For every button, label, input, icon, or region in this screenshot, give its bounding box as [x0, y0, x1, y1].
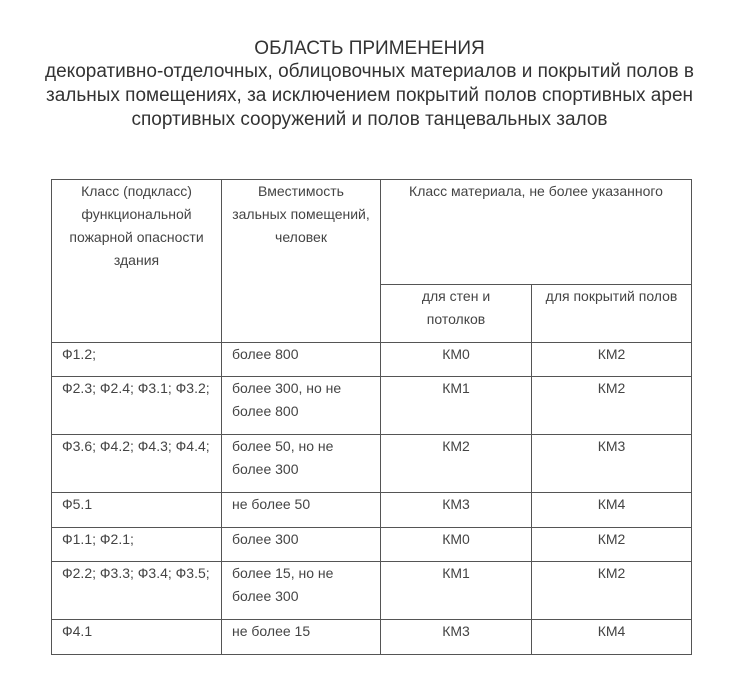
row-class-cell: Ф3.6; Ф4.2; Ф4.3; Ф4.4;: [52, 435, 222, 493]
table-row: [52, 620, 692, 655]
header-class: Класс (подкласс) функциональной пожарной опасности здания: [52, 180, 222, 343]
header-material: Класс материала, не более указанного: [381, 180, 692, 285]
header-walls: для стен и потолков: [381, 285, 532, 343]
header-capacity: Вместимость зальных помещений, человек: [222, 180, 381, 343]
table-row: [52, 435, 692, 493]
table-row: [52, 493, 692, 528]
row-floors-cell: КМ3: [532, 435, 692, 493]
row-floors-cell: КМ4: [532, 493, 692, 528]
row-class-cell: Ф2.3; Ф2.4; Ф3.1; Ф3.2;: [52, 377, 222, 435]
row-capacity-cell: более 50, но не более 300: [222, 435, 381, 493]
table-row: [52, 343, 692, 377]
row-class-cell: Ф1.1; Ф2.1;: [52, 528, 222, 562]
row-walls-cell: КМ3: [381, 493, 532, 528]
row-walls-cell: КМ1: [381, 562, 532, 620]
row-capacity-cell: не более 50: [222, 493, 381, 528]
row-walls-cell: КМ0: [381, 343, 532, 377]
row-capacity-cell: более 300, но не более 800: [222, 377, 381, 435]
row-capacity-cell: более 300: [222, 528, 381, 562]
row-capacity-cell: более 800: [222, 343, 381, 377]
table-row: [52, 377, 692, 435]
row-class-cell: Ф2.2; Ф3.3; Ф3.4; Ф3.5;: [52, 562, 222, 620]
row-floors-cell: КМ2: [532, 377, 692, 435]
row-class-cell: Ф4.1: [52, 620, 222, 655]
row-floors-cell: КМ2: [532, 562, 692, 620]
row-floors-cell: КМ4: [532, 620, 692, 655]
row-capacity-cell: не более 15: [222, 620, 381, 655]
row-capacity-cell: более 15, но не более 300: [222, 562, 381, 620]
row-walls-cell: КМ3: [381, 620, 532, 655]
row-walls-cell: КМ1: [381, 377, 532, 435]
row-floors-cell: КМ2: [532, 343, 692, 377]
fire-class-table: [51, 179, 692, 655]
row-class-cell: Ф1.2;: [52, 343, 222, 377]
row-walls-cell: КМ0: [381, 528, 532, 562]
table-row: [52, 562, 692, 620]
row-floors-cell: КМ2: [532, 528, 692, 562]
table-row: [52, 528, 692, 562]
header-floors: для покрытий полов: [532, 285, 692, 343]
row-walls-cell: КМ2: [381, 435, 532, 493]
row-class-cell: Ф5.1: [52, 493, 222, 528]
page-title: ОБЛАСТЬ ПРИМЕНЕНИЯ: [254, 38, 485, 59]
page-subtitle: декоративно-отделочных, облицовочных материалов и покрытий полов в зальных помещениях, за исключением покрытий полов спортивных арен спортивных сооружений и полов танцевальных залов: [45, 61, 694, 130]
title-block: [0, 38, 739, 132]
